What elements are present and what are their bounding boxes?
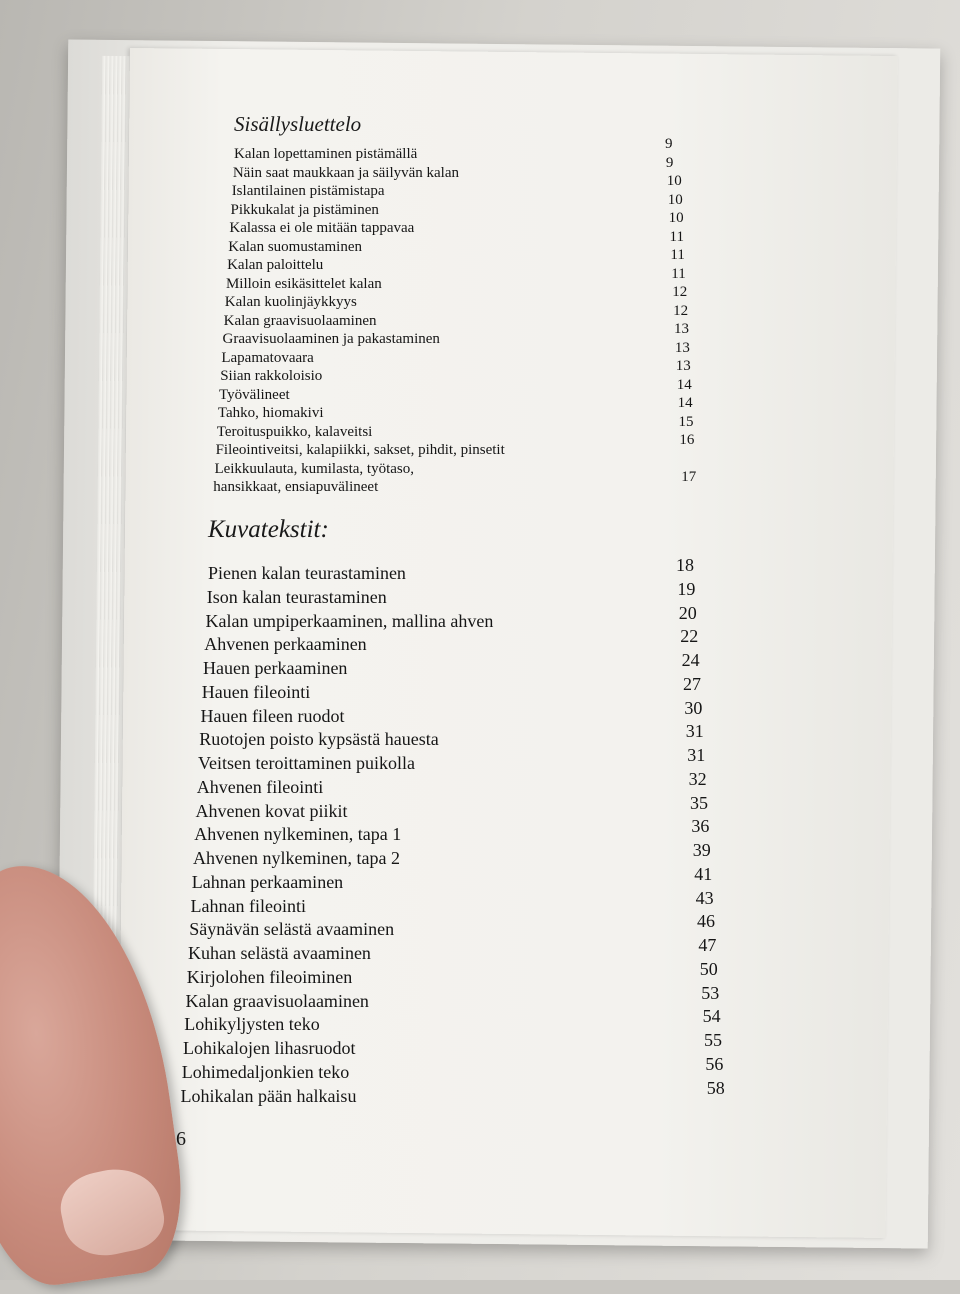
entry-label: Siian rakkoloisio (220, 368, 323, 384)
entry-label: Kirjolohen fileoiminen (186, 966, 353, 987)
entry-page-number: 24 (681, 650, 700, 670)
entry-label: Hauen fileen ruodot (200, 705, 345, 726)
entry-page-number: 30 (684, 697, 703, 718)
entry-label: Hauen perkaaminen (203, 658, 348, 678)
entry-label: Lohimedaljonkien teko (181, 1061, 350, 1082)
entry-page-number: 35 (690, 792, 708, 813)
entry-label: Tahko, hiomakivi (217, 405, 324, 421)
entry-page-number: 47 (698, 935, 717, 955)
entry-page-number: 13 (675, 358, 691, 374)
entry-page-number: 13 (674, 321, 689, 337)
entry-page-number: 14 (677, 395, 693, 411)
entry-label: Kalan graavisuolaaminen (185, 990, 369, 1011)
entry-page-number: 46 (697, 911, 715, 932)
entry-label: Kalan graavisuolaaminen (223, 312, 377, 329)
entry-page-number: 58 (706, 1077, 725, 1098)
entry-label: Kalan umpiperkaaminen, mallina ahven (205, 610, 494, 631)
entry-page-number: 10 (667, 191, 683, 208)
entry-label: Lohikalan pään halkaisu (180, 1085, 357, 1106)
entry-label: Islantilainen pistämistapa (231, 183, 385, 199)
entry-page-number: 10 (668, 210, 684, 226)
entry-label: Teroituspuikko, kalaveitsi (216, 423, 373, 440)
entry-page-number: 22 (680, 626, 699, 647)
entry-label: Kalan kuolinjäykkyys (224, 294, 357, 310)
entry-label: Kalan paloittelu (227, 257, 324, 273)
entry-page-number: 39 (692, 840, 711, 860)
entry-page-number: 14 (676, 376, 692, 393)
entry-label: Lahnan fileointi (190, 895, 306, 916)
entry-label: hansikkaat, ensiapuvälineet (213, 479, 379, 495)
entry-label: Lapamatovaara (221, 349, 314, 366)
entry-label: Näin saat maukkaan ja säilyvän kalan (232, 164, 460, 181)
entry-page-number: 12 (673, 302, 689, 319)
entry-page-number: 12 (672, 284, 688, 300)
entry-page-number: 13 (674, 339, 690, 356)
entry-page-number: 36 (691, 816, 710, 837)
entry-label: Kalan lopettaminen pistämällä (234, 146, 418, 162)
entry-page-number: 10 (666, 173, 682, 189)
entry-label: Pienen kalan teurastaminen (208, 563, 406, 583)
entry-page-number: 27 (683, 673, 701, 694)
entry-page-number: 17 (681, 469, 697, 485)
entry-label: Graavisuolaaminen ja pakastaminen (222, 331, 440, 347)
entry-label: Lahnan perkaaminen (191, 871, 344, 892)
entry-page-number: 18 (676, 555, 694, 575)
entry-label: Ahvenen fileointi (196, 776, 324, 797)
entry-label: Pikkukalat ja pistäminen (230, 201, 379, 218)
entry-label: Lohikalojen lihasruodot (183, 1038, 356, 1058)
entry-page-number: 9 (665, 136, 673, 152)
entry-label: Fileointiveitsi, kalapiikki, sakset, pihdit, pinsetit (215, 442, 505, 458)
entry-page-number: 11 (669, 228, 684, 245)
entry-label: Ison kalan teurastaminen (206, 586, 387, 607)
entry-label: Ruotojen poisto kypsästä hauesta (199, 729, 439, 750)
entry-page-number: 43 (695, 887, 714, 908)
entry-label: Kalassa ei ole mitään tappavaa (229, 220, 415, 236)
entry-page-number: 41 (694, 863, 713, 884)
entry-label: Milloin esikäsittelet kalan (225, 275, 382, 292)
entry-page-number: 53 (701, 982, 720, 1003)
entry-label: Hauen fileointi (201, 681, 311, 702)
page-number: 6 (176, 1128, 186, 1150)
entry-label: Ahvenen perkaaminen (204, 634, 367, 655)
entry-page-number: 31 (687, 745, 706, 765)
toc-heading: Sisällysluettelo (234, 112, 362, 136)
entry-label: Työvälineet (219, 386, 290, 403)
entry-label: Lohikyljysten teko (184, 1014, 320, 1035)
entry-page-number: 11 (670, 247, 685, 263)
entry-page-number: 16 (679, 432, 695, 448)
entry-page-number: 32 (688, 768, 707, 789)
entry-label: Ahvenen nylkeminen, tapa 1 (194, 824, 402, 845)
entry-label: Leikkuulauta, kumilasta, työtaso, (214, 460, 414, 477)
entry-page-number: 15 (678, 413, 694, 430)
entry-page-number: 50 (699, 958, 718, 979)
entry-page-number: 19 (677, 578, 696, 599)
entry-page-number: 11 (671, 265, 686, 282)
entry-label: Veitsen teroittaminen puikolla (198, 753, 415, 773)
captions-heading: Kuvatekstit: (208, 516, 329, 543)
entry-page-number: 20 (678, 602, 697, 623)
entry-page-number: 56 (705, 1053, 724, 1074)
entry-label: Ahvenen nylkeminen, tapa 2 (193, 848, 400, 868)
entry-page-number: 54 (702, 1006, 721, 1027)
entry-page-number: 55 (704, 1030, 722, 1050)
entry-label: Kuhan selästä avaaminen (188, 943, 371, 963)
entry-label: Ahvenen kovat piikit (195, 800, 348, 821)
entry-page-number: 31 (685, 721, 704, 742)
entry-page-number: 9 (665, 154, 674, 171)
entry-label: Kalan suomustaminen (228, 238, 362, 255)
entry-label: Säynävän selästä avaaminen (189, 919, 395, 940)
